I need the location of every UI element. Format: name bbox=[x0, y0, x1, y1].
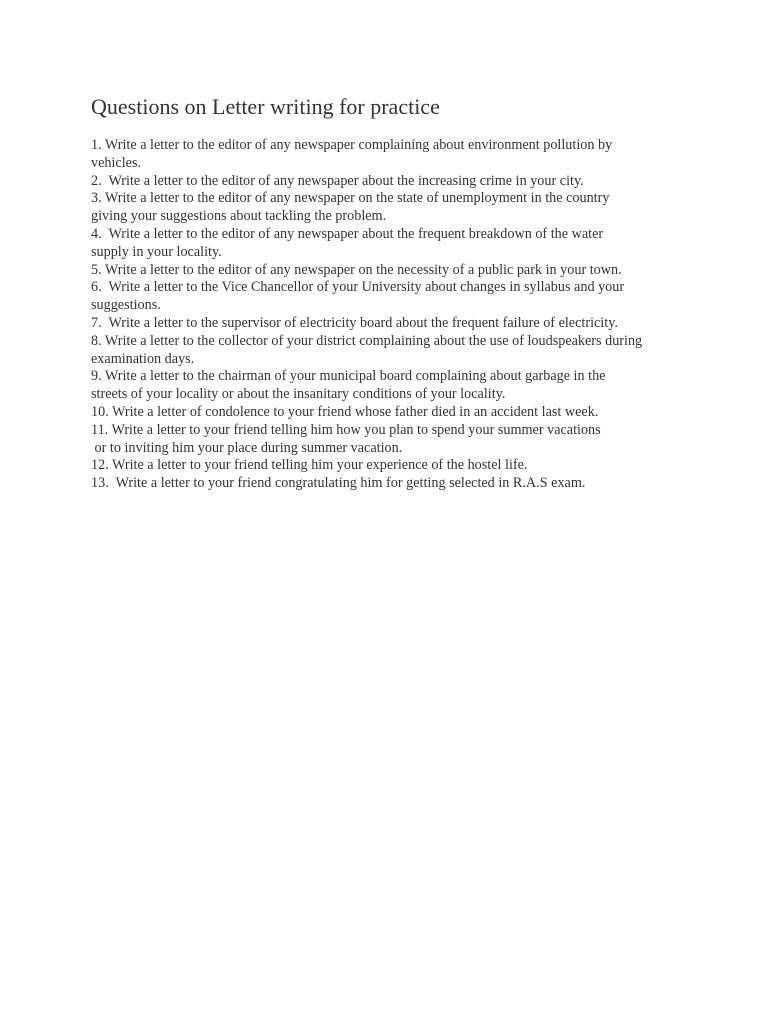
question-line: 7. Write a letter to the supervisor of electricity board about the frequent failure of electricity. bbox=[91, 314, 618, 331]
question-line: suggestions. bbox=[91, 297, 161, 314]
question-line: 1. Write a letter to the editor of any newspaper complaining about environment pollution by bbox=[91, 137, 613, 153]
question-line: vehicles. bbox=[91, 154, 142, 171]
question-line: 9. Write a letter to the chairman of your municipal board complaining about garbage in the bbox=[91, 368, 606, 385]
document-title: Questions on Letter writing for practice bbox=[91, 94, 440, 119]
question-line: 13. Write a letter to your friend congratulating him for getting selected in R.A.S exam. bbox=[91, 475, 586, 492]
question-list bbox=[91, 137, 691, 493]
question-line: 4. Write a letter to the editor of any newspaper about the frequent breakdown of the water bbox=[91, 225, 604, 242]
question-line: 12. Write a letter to your friend telling him your experience of the hostel life. bbox=[91, 457, 528, 474]
question-line: 11. Write a letter to your friend telling him how you plan to spend your summer vacations bbox=[91, 421, 601, 438]
question-line: 8. Write a letter to the collector of your district complaining about the use of loudspeakers during bbox=[91, 332, 643, 349]
question-line: 10. Write a letter of condolence to your friend whose father died in an accident last week. bbox=[91, 403, 599, 420]
question-line: 2. Write a letter to the editor of any newspaper about the increasing crime in your city. bbox=[91, 172, 584, 189]
question-line: 3. Write a letter to the editor of any newspaper on the state of unemployment in the country bbox=[91, 190, 610, 207]
question-line: examination days. bbox=[91, 350, 195, 367]
question-line: giving your suggestions about tackling the problem. bbox=[91, 208, 387, 225]
question-line: supply in your locality. bbox=[91, 243, 222, 260]
question-line: 6. Write a letter to the Vice Chancellor of your University about changes in syllabus and your bbox=[91, 279, 625, 296]
question-line: or to inviting him your place during summer vacation. bbox=[91, 439, 403, 456]
question-line: 5. Write a letter to the editor of any newspaper on the necessity of a public park in your town. bbox=[91, 261, 622, 278]
question-line: streets of your locality or about the insanitary conditions of your locality. bbox=[91, 386, 506, 403]
